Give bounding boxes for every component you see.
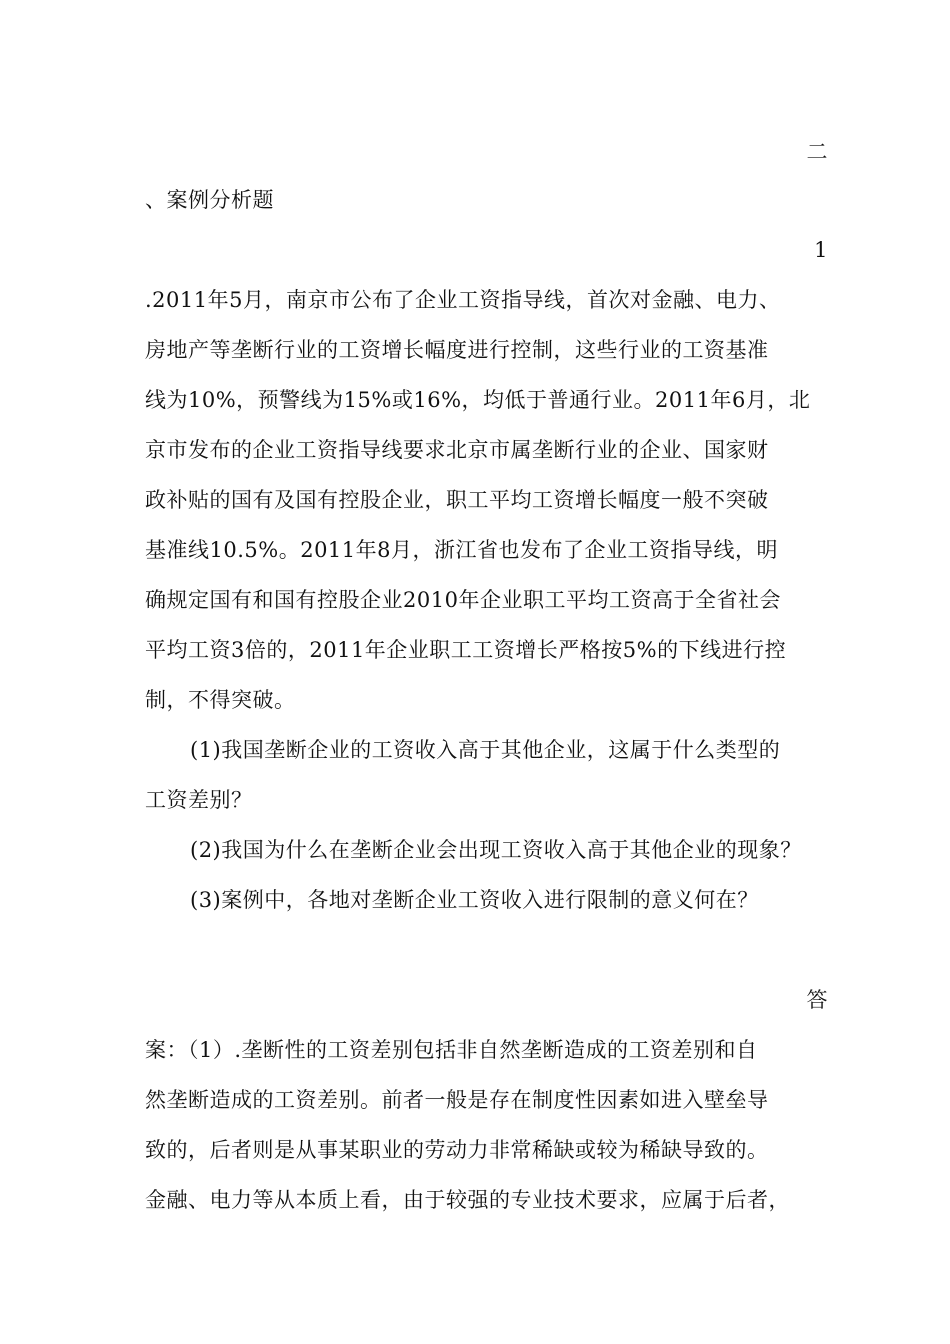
answer-line: 案：（1）.垄断性的工资差别包括非自然垄断造成的工资差别和自	[145, 1038, 758, 1062]
question-number: 1	[814, 238, 828, 262]
answer-line: 然垄断造成的工资差别。前者一般是存在制度性因素如进入壁垒导	[145, 1088, 769, 1112]
answer-label: 答	[806, 988, 828, 1012]
question-line: (1)我国垄断企业的工资收入高于其他企业，这属于什么类型的	[190, 738, 781, 762]
case-line: 房地产等垄断行业的工资增长幅度进行控制，这些行业的工资基准	[145, 338, 769, 362]
case-line: 制，不得突破。	[145, 688, 296, 712]
case-line: 线为10%，预警线为15%或16%，均低于普通行业。2011年6月，北	[145, 388, 811, 412]
answer-line: 致的，后者则是从事某职业的劳动力非常稀缺或较为稀缺导致的。	[145, 1138, 769, 1162]
case-line: 政补贴的国有及国有控股企业，职工平均工资增长幅度一般不突破	[145, 488, 769, 512]
case-line: .2011年5月，南京市公布了企业工资指导线，首次对金融、电力、	[145, 288, 781, 312]
answer-line: 金融、电力等从本质上看，由于较强的专业技术要求，应属于后者，	[145, 1188, 790, 1212]
case-line: 基准线10.5%。2011年8月，浙江省也发布了企业工资指导线，明	[145, 538, 779, 562]
case-line: 京市发布的企业工资指导线要求北京市属垄断行业的企业、国家财	[145, 438, 769, 462]
case-line: 平均工资3倍的，2011年企业职工工资增长严格按5%的下线进行控	[145, 638, 787, 662]
section-title: 、案例分析题	[145, 188, 274, 212]
case-line: 确规定国有和国有控股企业2010年企业职工平均工资高于全省社会	[145, 588, 781, 612]
question-line: (3)案例中，各地对垄断企业工资收入进行限制的意义何在？	[190, 888, 759, 912]
section-number: 二	[806, 140, 828, 164]
question-line: (2)我国为什么在垄断企业会出现工资收入高于其他企业的现象？	[190, 838, 802, 862]
question-line: 工资差别？	[145, 788, 253, 812]
